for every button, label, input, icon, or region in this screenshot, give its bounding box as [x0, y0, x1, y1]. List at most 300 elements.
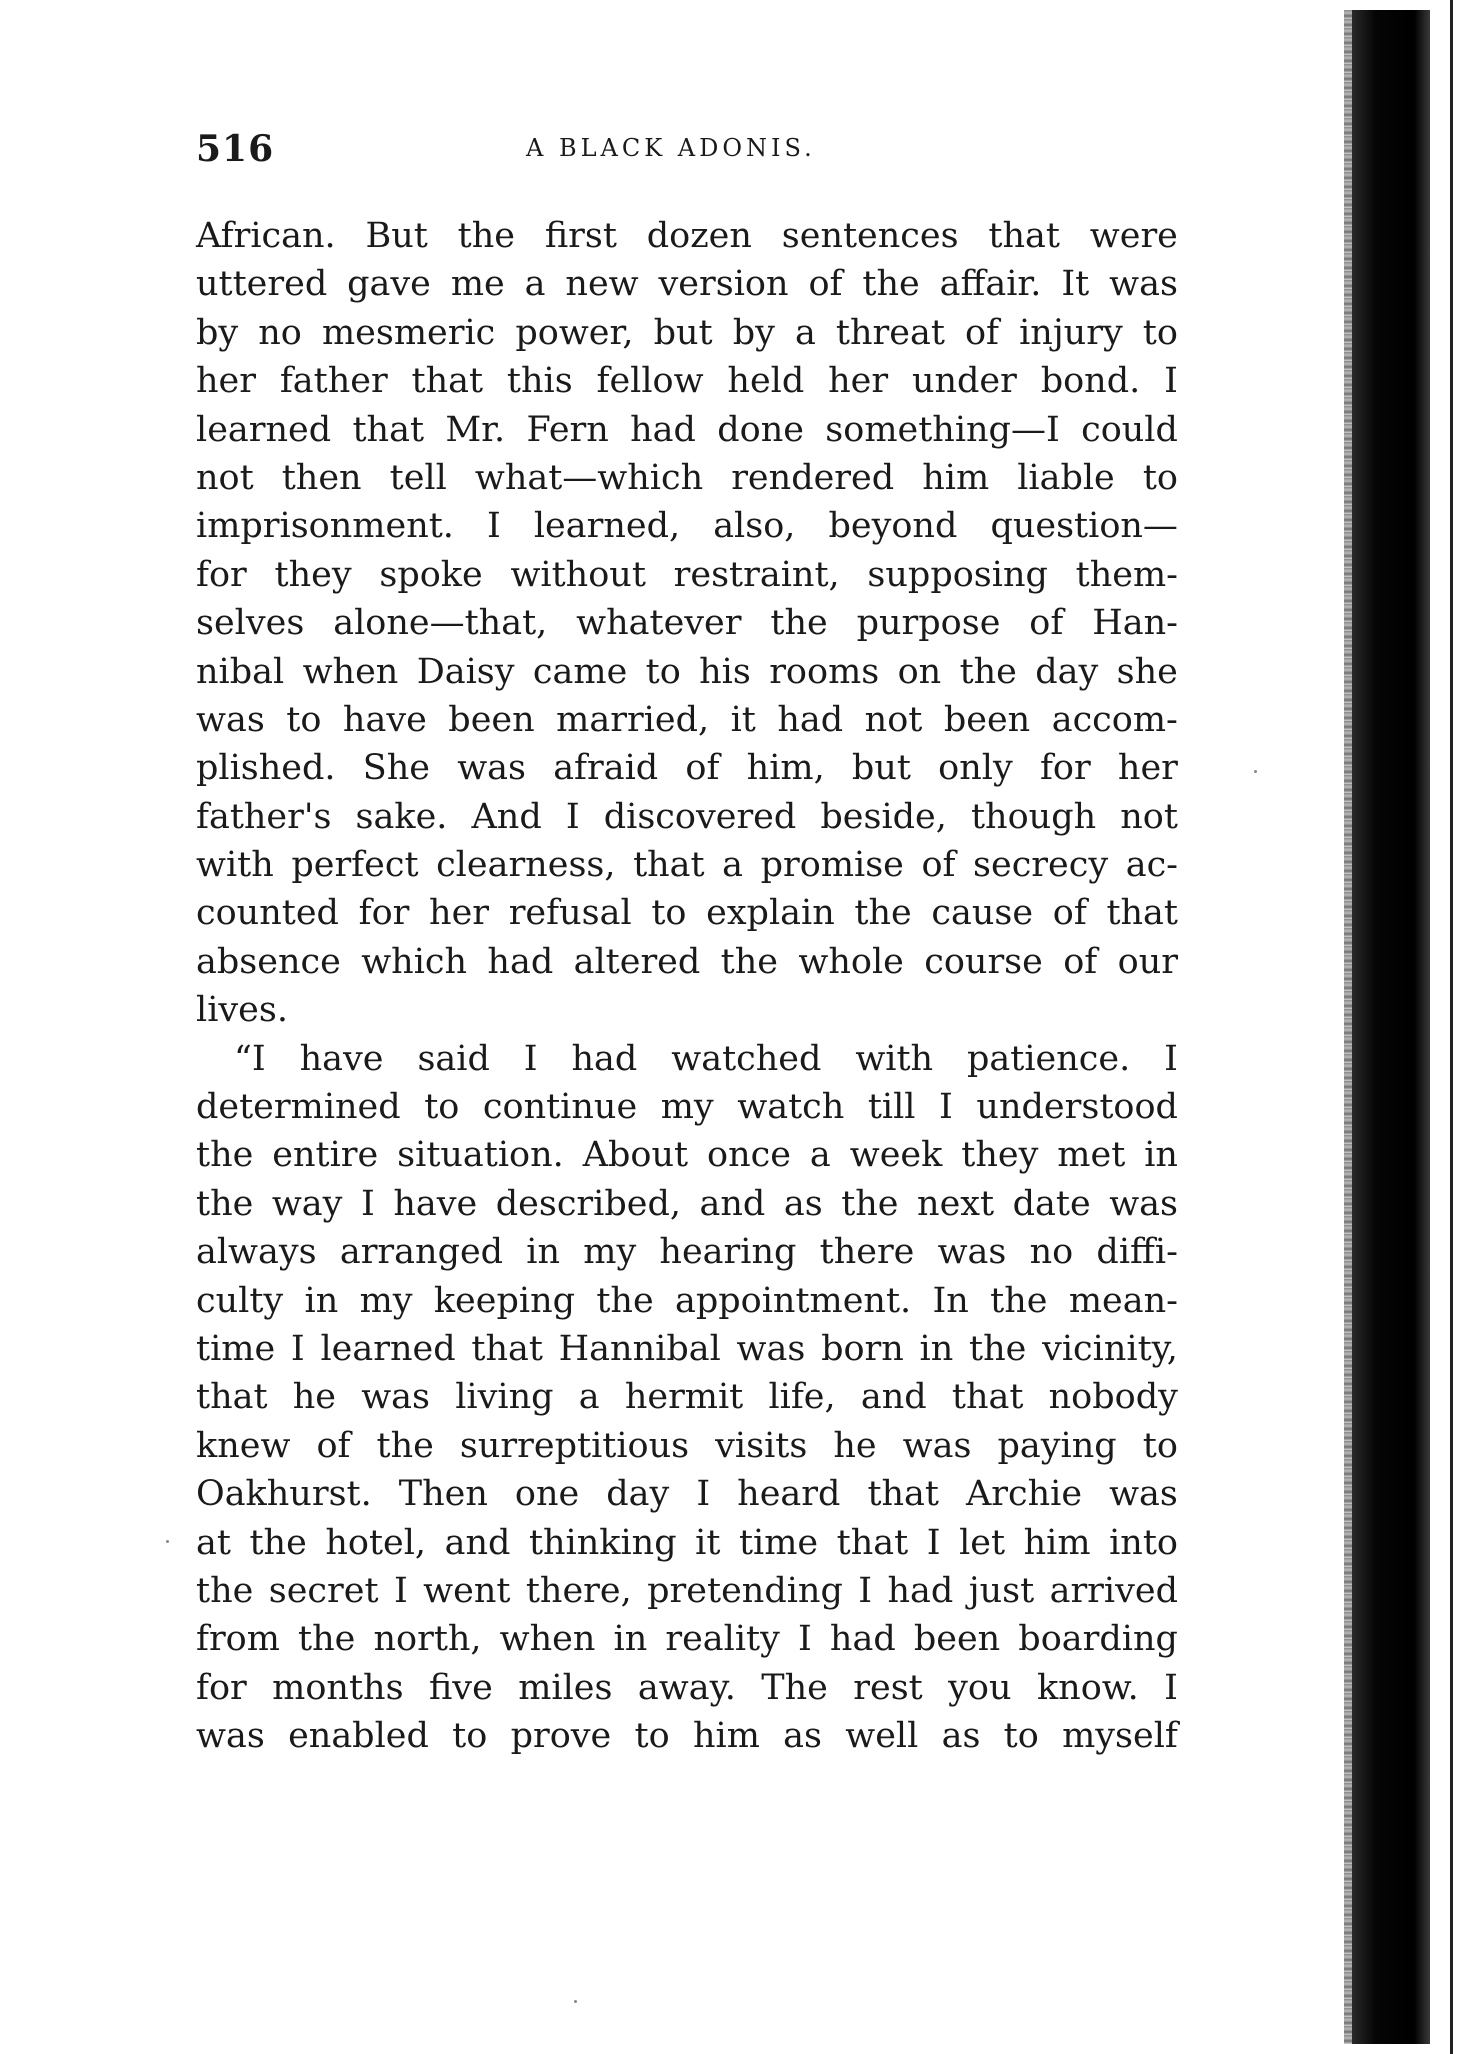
word: affair. — [939, 264, 1042, 305]
word: beyond — [828, 506, 958, 547]
word: enabled — [288, 1716, 429, 1757]
word: have — [342, 699, 427, 740]
word: in — [1144, 1135, 1178, 1176]
word: to — [1142, 457, 1178, 498]
word: though — [970, 796, 1097, 837]
word: Then — [398, 1474, 488, 1515]
word: the — [959, 651, 1017, 692]
word: dozen — [646, 216, 752, 256]
word: clearness, — [436, 845, 616, 886]
word: sake. — [355, 796, 448, 837]
word: rooms — [769, 651, 880, 692]
word: time — [738, 1522, 819, 1563]
word: the — [457, 216, 515, 256]
word: learned, — [533, 506, 681, 547]
paper-speck — [574, 2000, 577, 2003]
word: the — [862, 264, 920, 305]
word: was — [937, 1232, 1007, 1273]
word: I — [696, 1474, 711, 1515]
word: had — [487, 941, 554, 982]
word: Han- — [1092, 603, 1178, 644]
word: him — [1023, 1522, 1091, 1563]
word: purpose — [856, 603, 1001, 644]
text-line — [196, 1470, 1178, 1518]
word: they — [274, 554, 352, 595]
word: with — [196, 845, 274, 886]
text-line — [196, 744, 1178, 792]
word: question— — [990, 506, 1178, 547]
word: nibal — [196, 651, 285, 692]
running-title: A BLACK ADONIS. — [526, 134, 816, 162]
word: pretending — [647, 1570, 843, 1611]
word: a — [794, 312, 816, 353]
word: not — [864, 699, 923, 740]
word: north, — [373, 1619, 482, 1660]
word: there, — [525, 1570, 632, 1611]
word: nobody — [1048, 1377, 1178, 1418]
word: surreptitious — [459, 1425, 690, 1466]
word: into — [1109, 1522, 1178, 1563]
text-line — [196, 1325, 1178, 1373]
word: that — [836, 1522, 909, 1563]
word: I — [939, 1087, 953, 1128]
word: the — [770, 603, 828, 644]
word: till — [867, 1087, 916, 1128]
word: learned — [196, 409, 332, 450]
text-line — [196, 938, 1178, 986]
word: this — [506, 361, 573, 402]
word: miles — [518, 1667, 613, 1708]
word: spoke — [379, 554, 483, 595]
word: that — [1106, 893, 1178, 934]
word: way — [271, 1183, 343, 1224]
word: then — [281, 457, 362, 498]
word: described, — [495, 1183, 681, 1224]
word: supposing — [867, 554, 1048, 595]
word: was — [736, 1328, 806, 1369]
word: me — [450, 264, 505, 305]
word: secrecy — [973, 845, 1109, 886]
binding-shadow — [1352, 10, 1430, 2044]
word: of — [921, 845, 956, 886]
word: she — [1116, 651, 1178, 692]
word: by — [732, 312, 775, 353]
word: there — [819, 1232, 915, 1273]
word: months — [272, 1667, 404, 1708]
word: his — [699, 651, 751, 692]
word: She — [362, 748, 430, 789]
word: was — [196, 1716, 265, 1757]
word: her — [1117, 748, 1178, 789]
word: new — [565, 264, 639, 305]
word: uttered — [196, 264, 328, 305]
word: Fern — [526, 409, 609, 450]
word: that — [196, 1377, 268, 1418]
word: culty — [196, 1280, 284, 1321]
word: was — [1109, 1474, 1178, 1515]
word: my — [583, 1232, 637, 1273]
word: cause — [931, 893, 1034, 934]
word: to — [1142, 1425, 1178, 1466]
word: of — [1029, 603, 1064, 644]
word: plished. — [196, 748, 336, 789]
word: to — [645, 651, 681, 692]
text-line — [196, 1131, 1178, 1179]
word: beside, — [820, 796, 947, 837]
word: patience. — [966, 1038, 1131, 1079]
word: the — [376, 1425, 434, 1466]
book-binding-edge — [1310, 0, 1460, 2054]
word: could — [1081, 409, 1178, 450]
word: About — [582, 1135, 689, 1176]
word: but — [851, 748, 911, 789]
word: in — [304, 1280, 339, 1321]
word: that — [352, 409, 425, 450]
word: living — [455, 1377, 554, 1418]
word: been — [943, 699, 1031, 740]
word: the — [249, 1522, 307, 1563]
word: a — [578, 1377, 600, 1418]
word: version — [658, 264, 789, 305]
word: mesmeric — [321, 312, 496, 353]
word: of — [964, 312, 999, 353]
word: prove — [510, 1716, 612, 1757]
word: it — [730, 699, 756, 740]
word: that — [471, 1328, 543, 1369]
word: of — [316, 1425, 351, 1466]
word: watched — [671, 1038, 822, 1079]
word: what—which — [474, 457, 704, 498]
word: to — [634, 1716, 670, 1757]
word: only — [938, 748, 1013, 789]
word: our — [1117, 941, 1178, 982]
word: selves — [196, 603, 305, 644]
word: said — [417, 1038, 490, 1079]
word: threat — [835, 312, 945, 353]
text-line — [196, 502, 1178, 550]
text-line — [196, 1519, 1178, 1567]
word: boarding — [1018, 1619, 1178, 1660]
word: the — [854, 893, 912, 934]
word: to — [1003, 1716, 1039, 1757]
text-line — [196, 648, 1178, 696]
word: vicinity, — [1042, 1328, 1178, 1369]
word: keeping — [433, 1280, 576, 1321]
text-line — [196, 212, 1178, 260]
word: the — [841, 1183, 899, 1224]
word: restraint, — [673, 554, 840, 595]
word: injury — [1019, 312, 1123, 353]
word: I — [360, 1183, 375, 1224]
text-line — [196, 841, 1178, 889]
text-line — [196, 1373, 1178, 1421]
word: been — [448, 699, 535, 740]
word: the — [196, 1570, 254, 1611]
text-line — [196, 1180, 1178, 1228]
word: you — [948, 1667, 1012, 1708]
word: him — [922, 457, 990, 498]
word: “I — [234, 1038, 266, 1079]
word: have — [299, 1038, 384, 1079]
word: alone—that, — [333, 603, 548, 644]
word: gave — [347, 264, 431, 305]
word: week — [849, 1135, 943, 1176]
word: Archie — [966, 1474, 1083, 1515]
word: But — [365, 216, 428, 256]
word: had — [571, 1038, 638, 1079]
word: he — [833, 1425, 877, 1466]
word: was — [1109, 1183, 1178, 1224]
word: a — [524, 264, 546, 305]
word: I — [290, 1328, 305, 1369]
word: the — [298, 1619, 356, 1660]
word: absence — [196, 941, 341, 982]
word: under — [911, 361, 1017, 402]
text-line — [196, 1664, 1178, 1712]
word: that — [988, 216, 1060, 256]
word: secret — [268, 1570, 379, 1611]
word: went — [423, 1570, 511, 1611]
word: Hannibal — [558, 1328, 721, 1369]
word: that — [867, 1474, 939, 1515]
word: afraid — [553, 748, 659, 789]
word: was — [196, 699, 265, 740]
word: time — [196, 1328, 276, 1369]
word: to — [452, 1716, 488, 1757]
word: had — [829, 1619, 896, 1660]
word: date — [1012, 1183, 1091, 1224]
word: myself — [1062, 1716, 1178, 1757]
binding-outer-line — [1450, 0, 1453, 2054]
text-line — [196, 260, 1178, 308]
word: not — [196, 457, 254, 498]
text-line — [196, 1567, 1178, 1615]
text-line — [196, 551, 1178, 599]
word: with — [855, 1038, 934, 1079]
word: that — [411, 361, 484, 402]
text-line — [196, 1422, 1178, 1470]
word: something—I — [825, 409, 1060, 450]
word: whatever — [576, 603, 742, 644]
word: had — [777, 699, 844, 740]
word: to — [651, 893, 687, 934]
word: but — [653, 312, 713, 353]
word: explain — [706, 893, 835, 934]
word: her — [196, 361, 256, 402]
word: situation. — [397, 1135, 564, 1176]
word: I — [393, 1570, 408, 1611]
word: I — [797, 1619, 812, 1660]
word: as — [783, 1716, 822, 1757]
word: the — [990, 1280, 1048, 1321]
word: was — [902, 1425, 972, 1466]
word: was — [361, 1377, 431, 1418]
word: paying — [997, 1425, 1117, 1466]
word: met — [1057, 1135, 1126, 1176]
word: in — [526, 1232, 561, 1273]
word: to — [286, 699, 322, 740]
word: ac- — [1125, 845, 1178, 886]
word: counted — [196, 893, 339, 934]
word: father's — [196, 796, 332, 837]
word: rendered — [731, 457, 895, 498]
word: the — [196, 1135, 254, 1176]
word: born — [821, 1328, 904, 1369]
word: always — [196, 1232, 317, 1273]
text-line — [196, 309, 1178, 357]
word: whole — [798, 941, 904, 982]
word: fellow — [596, 361, 704, 402]
word: The — [761, 1667, 828, 1708]
word: had — [630, 409, 696, 450]
text-line — [196, 1277, 1178, 1325]
word: discovered — [603, 796, 797, 837]
word: my — [660, 1087, 714, 1128]
page-number: 516 — [196, 128, 275, 170]
word: been — [913, 1619, 1001, 1660]
word: diffi- — [1096, 1232, 1178, 1273]
word: her — [429, 893, 490, 934]
word: once — [707, 1135, 791, 1176]
word: perfect — [291, 845, 419, 886]
word: that — [951, 1377, 1024, 1418]
word: from — [196, 1619, 280, 1660]
word: and — [444, 1522, 511, 1563]
word: which — [361, 941, 468, 982]
word: came — [532, 651, 628, 692]
text-line — [196, 696, 1178, 744]
word: one — [514, 1474, 580, 1515]
word: held — [727, 361, 805, 402]
word: in — [919, 1328, 954, 1369]
text-line — [196, 1035, 1178, 1083]
word: on — [897, 651, 942, 692]
text-line — [196, 454, 1178, 502]
word: the — [720, 941, 778, 982]
word: to — [1142, 312, 1178, 353]
word: as — [783, 1183, 823, 1224]
word: he — [292, 1377, 337, 1418]
word: when — [499, 1619, 596, 1660]
word: her — [828, 361, 889, 402]
word: imprisonment. — [196, 506, 454, 547]
word: I — [858, 1570, 873, 1611]
word: Oakhurst. — [196, 1474, 372, 1515]
paper-speck — [1254, 770, 1257, 773]
word: for — [1039, 748, 1091, 789]
word: let — [959, 1522, 1006, 1563]
word: the — [596, 1280, 654, 1321]
word: understood — [976, 1087, 1178, 1128]
word: first — [544, 216, 617, 256]
word: entire — [272, 1135, 379, 1176]
word: next — [917, 1183, 995, 1224]
word: at — [196, 1522, 231, 1563]
word: five — [428, 1667, 493, 1708]
word: hotel, — [325, 1522, 427, 1563]
word: visits — [715, 1425, 808, 1466]
word: I — [1164, 1667, 1178, 1708]
word: was — [1109, 264, 1178, 305]
word: Daisy — [416, 651, 515, 692]
word: learned — [320, 1328, 456, 1369]
word: day — [1035, 651, 1099, 692]
text-line — [196, 1083, 1178, 1131]
word: also, — [713, 506, 796, 547]
text-line — [196, 1615, 1178, 1663]
text-line — [196, 1712, 1178, 1760]
word: my — [359, 1280, 413, 1321]
word: of — [1063, 941, 1098, 982]
word: for — [196, 1667, 247, 1708]
word: him — [692, 1716, 760, 1757]
word: arranged — [339, 1232, 504, 1273]
word: when — [302, 651, 399, 692]
word: no — [1029, 1232, 1074, 1273]
word: day — [606, 1474, 670, 1515]
word: them- — [1075, 554, 1178, 595]
word: course — [924, 941, 1043, 982]
word: knew — [196, 1425, 291, 1466]
word: the — [196, 1183, 254, 1224]
word: I — [523, 1038, 538, 1079]
word: refusal — [508, 893, 632, 934]
word: accom- — [1051, 699, 1178, 740]
word: that — [633, 845, 705, 886]
word: married, — [556, 699, 710, 740]
word: in — [613, 1619, 648, 1660]
word: Mr. — [445, 409, 506, 450]
word: him, — [746, 748, 825, 789]
word: thinking — [528, 1522, 677, 1563]
word: rest — [853, 1667, 923, 1708]
word: for — [196, 554, 247, 595]
word: done — [717, 409, 804, 450]
word: they — [961, 1135, 1039, 1176]
word: know. — [1036, 1667, 1139, 1708]
word: a — [722, 845, 744, 886]
word: to — [424, 1087, 460, 1128]
word: without — [510, 554, 646, 595]
word: reality — [665, 1619, 780, 1660]
word: father — [279, 361, 388, 402]
word: were — [1089, 216, 1178, 256]
word: not — [1120, 796, 1178, 837]
body-text — [196, 212, 1178, 1761]
paper-speck — [166, 1540, 169, 1543]
text-line — [196, 986, 1178, 1034]
word: altered — [573, 941, 701, 982]
running-head — [196, 128, 1176, 172]
word: as — [941, 1716, 981, 1757]
word: no — [258, 312, 302, 353]
word: hermit — [624, 1377, 744, 1418]
word: determined — [196, 1087, 401, 1128]
word: African. — [196, 216, 336, 256]
word: I — [486, 506, 501, 547]
word: continue — [482, 1087, 638, 1128]
text-line — [196, 1228, 1178, 1276]
word: arrived — [1049, 1570, 1178, 1611]
word: sentences — [781, 216, 959, 256]
word: of — [808, 264, 843, 305]
word: well — [845, 1716, 919, 1757]
word: had — [887, 1570, 954, 1611]
word: just — [968, 1570, 1035, 1611]
word: appointment. — [674, 1280, 912, 1321]
word: I — [1164, 361, 1178, 402]
word: lives. — [196, 990, 288, 1031]
